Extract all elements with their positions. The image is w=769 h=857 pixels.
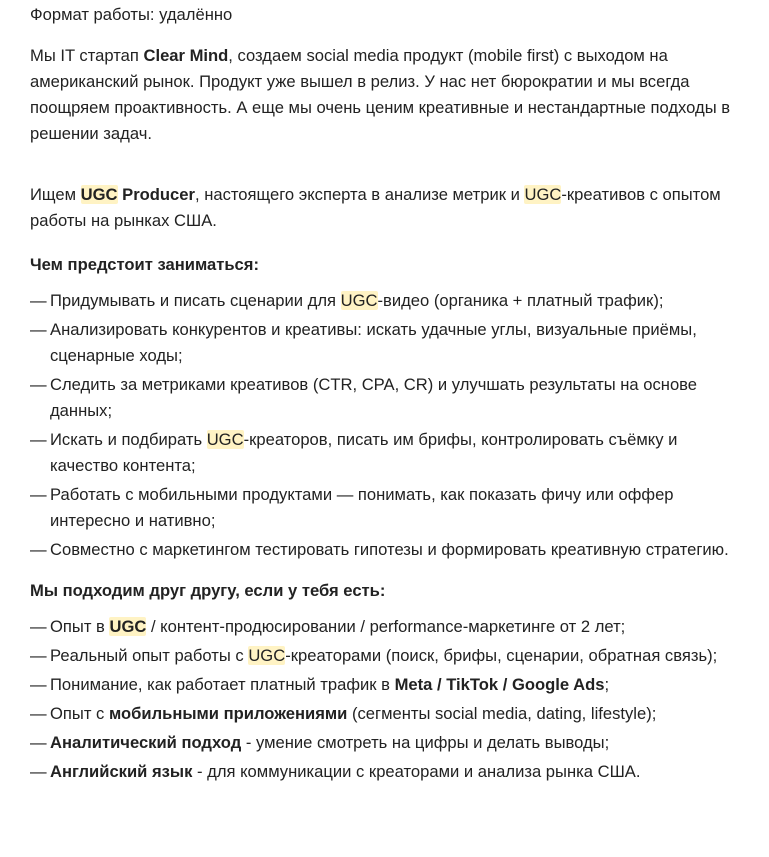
list-item [30,672,739,698]
list-item-text: - умение смотреть на цифры и делать выводы; [241,733,610,752]
dash-bullet: — [30,430,47,449]
list-item-text: Искать и подбирать [50,430,207,449]
company-name: Clear Mind [143,46,229,65]
list-item-bold: Meta / TikTok / Google Ads [394,675,605,694]
list-item-text: Работать с мобильными продуктами — понимать, как показать фичу или оффер интересно и нативно; [50,485,674,530]
list-item-text: Придумывать и писать сценарии для [50,291,341,310]
dash-bullet: — [30,540,47,559]
list-item-bold: Аналитический подход [50,733,242,752]
list-item-text: Опыт в [50,617,110,636]
dash-bullet: — [30,762,47,781]
dash-bullet: — [30,646,47,665]
dash-bullet: — [30,675,47,694]
list-item-text: - для коммуникации с креаторами и анализа рынка США. [192,762,641,781]
ugc-highlight: UGC [248,646,286,665]
list-item-text: -креаторами (поиск, брифы, сценарии, обратная связь); [285,646,718,665]
search-text-post: -креативов с опытом работы на рынках США. [30,185,721,230]
list-item [30,614,739,640]
list-item [30,643,739,669]
list-item [30,427,739,479]
list-item [30,537,739,563]
list-item-text: Реальный опыт работы с [50,646,249,665]
search-text-mid: , настоящего эксперта в анализе метрик и [194,185,525,204]
work-format: Формат работы: удалённо [30,5,233,24]
list-item-bold: Английский язык [50,762,193,781]
duties-heading: Чем предстоит заниматься: [30,255,259,274]
list-item [30,482,739,534]
list-item [30,288,739,314]
list-item-text: Анализировать конкурентов и креативы: искать удачные углы, визуальные приёмы, сценарные ходы; [50,320,697,365]
list-item [30,372,739,424]
list-item [30,759,739,785]
ugc-highlight: UGC [206,430,244,449]
search-text-pre: Ищем [30,185,81,204]
duties-list [30,288,739,563]
list-item-text: -видео (органика + платный трафик); [377,291,664,310]
list-item-text: Следить за метриками креативов (CTR, CPA, CR) и улучшать результаты на основе данных; [50,375,698,420]
requirements-list [30,614,739,785]
list-item-text: (сегменты social media, dating, lifestyle); [347,704,657,723]
ugc-highlight: UGC [340,291,378,310]
dash-bullet: — [30,320,47,339]
list-item-text: Понимание, как работает платный трафик в [50,675,395,694]
list-item-text: Опыт с [50,704,109,723]
requirements-heading: Мы подходим друг другу, если у тебя есть: [30,581,386,600]
intro-text-pre: Мы IT стартап [30,46,144,65]
list-item-text: ; [604,675,610,694]
dash-bullet: — [30,375,47,394]
dash-bullet: — [30,291,47,310]
dash-bullet: — [30,733,47,752]
list-item [30,730,739,756]
list-item-text: / контент-продюсировании / performance-маркетинге от 2 лет; [146,617,626,636]
dash-bullet: — [30,617,47,636]
ugc-highlight: UGC [80,185,118,204]
ugc-highlight: UGC [524,185,562,204]
list-item [30,317,739,369]
list-item-text: Совместно с маркетингом тестировать гипотезы и формировать креативную стратегию. [50,540,729,559]
search-paragraph [30,182,739,234]
list-item-bold: мобильными приложениями [108,704,348,723]
list-item-text: -креаторов, писать им брифы, контролировать съёмку и качество контента; [50,430,678,475]
dash-bullet: — [30,485,47,504]
intro-text-post: , создаем social media продукт (mobile first) с выходом на американский рынок. Продукт уже вышел в релиз. У нас нет бюрократии и мы всегда поощряем проактивность. А еще мы очень ценим креативные и нестандартные подходы в решении задач. [30,46,731,143]
role-title: UGC Producer [80,185,195,204]
dash-bullet: — [30,704,47,723]
ugc-highlight: UGC [109,617,147,636]
intro-paragraph [30,43,739,147]
list-item [30,701,739,727]
